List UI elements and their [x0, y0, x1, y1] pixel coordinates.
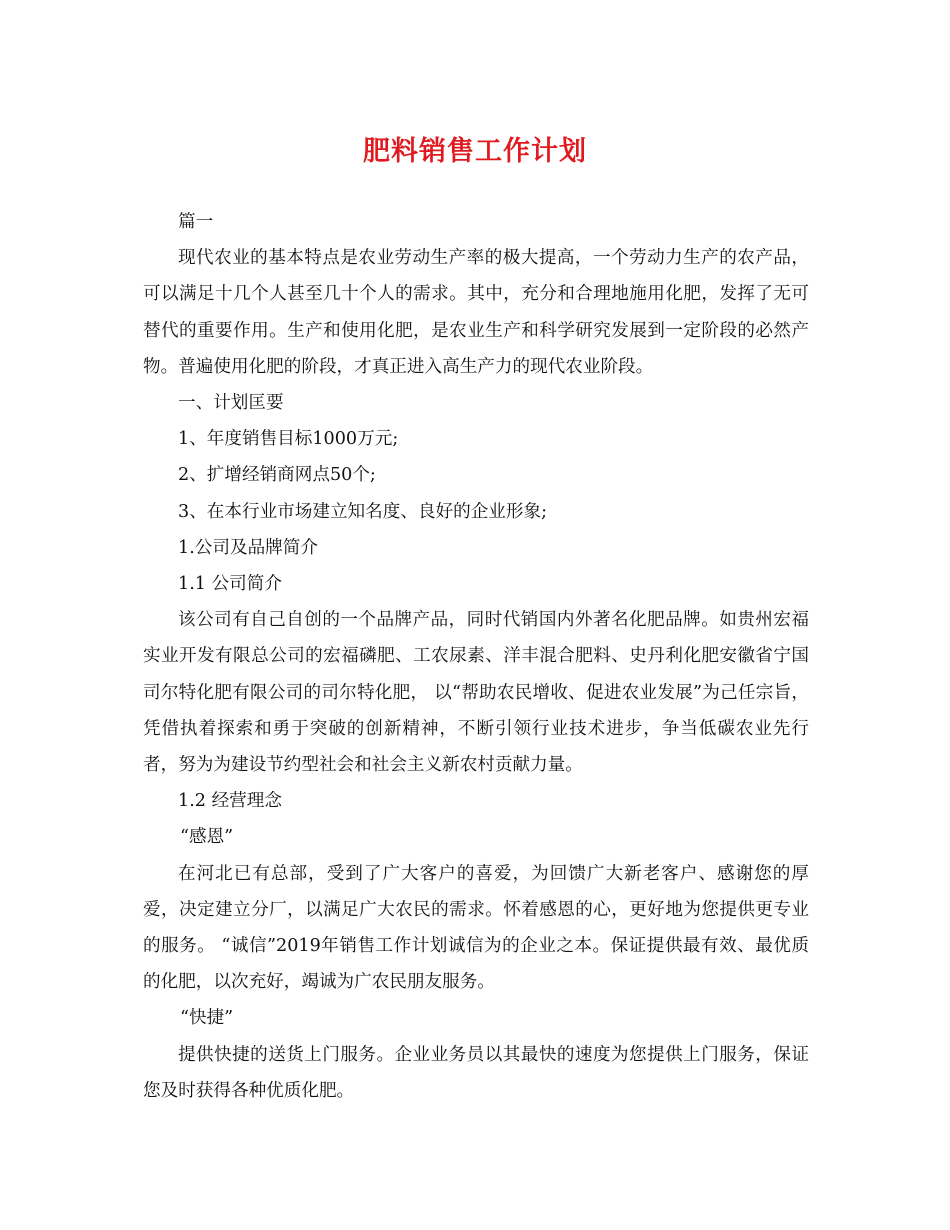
plan-item-3: 3、在本行业市场建立知名度、良好的企业形象; [178, 501, 547, 522]
company-intro-paragraph: 该公司有自己自创的一个品牌产品，同时代销国内外著名化肥品牌。如贵州宏福实业开发有限总公司的宏福磷肥、工农尿素、洋丰混合肥料、史丹利化肥安徽省宁国司尔特化肥有限公司的司尔特化肥， 以“帮助农民增收、促进农业发展”为己任宗旨，凭借执着探索和勇于突破的创新精神，不断引领行业技术进步，争当低碳农业先行者，努为为建设节约型社会和社会主义新农村贡献力量。 [143, 610, 809, 776]
speed-paragraph: 提供快捷的送货上门服务。企业业务员以其最快的速度为您提供上门服务，保证您及时获得各种优质化肥。 [143, 1044, 809, 1101]
heading-company-intro: 1.1 公司简介 [178, 574, 282, 595]
heading-business-philosophy: 1.2 经营理念 [178, 791, 282, 812]
plan-item-2: 2、扩增经销商网点50个; [178, 465, 376, 486]
document-body [143, 204, 809, 1109]
heading-company-brand: 1.公司及品牌简介 [178, 537, 318, 558]
section-label-pian-yi: 篇一 [178, 212, 214, 232]
value-gratitude-label: “感恩” [180, 827, 234, 848]
value-speed-label: “快捷” [180, 1008, 234, 1029]
gratitude-paragraph: 在河北已有总部，受到了广大客户的喜爱，为回馈广大新老客户、感谢您的厚爱，决定建立分厂，以满足广大农民的需求。怀着感恩的心，更好地为您提供更专业的服务。 “诚信”2019年销售工作计划诚信为的企业之本。保证提供最有效、最优质的化肥，以次充好，竭诚为广农民朋友服务。 [143, 863, 809, 993]
plan-item-1: 1、年度销售目标1000万元; [178, 429, 399, 450]
intro-paragraph: 现代农业的基本特点是农业劳动生产率的极大提高，一个劳动力生产的农产品，可以满足十几个人甚至几十个人的需求。其中，充分和合理地施用化肥，发挥了无可替代的重要作用。生产和使用化肥，是农业生产和科学研究发展到一定阶段的必然产物。普遍使用化肥的阶段，才真正进入高生产力的现代农业阶段。 [143, 248, 809, 377]
heading-plan-summary: 一、计划匡要 [178, 393, 284, 414]
document-title: 肥料销售工作计划 [363, 136, 587, 167]
